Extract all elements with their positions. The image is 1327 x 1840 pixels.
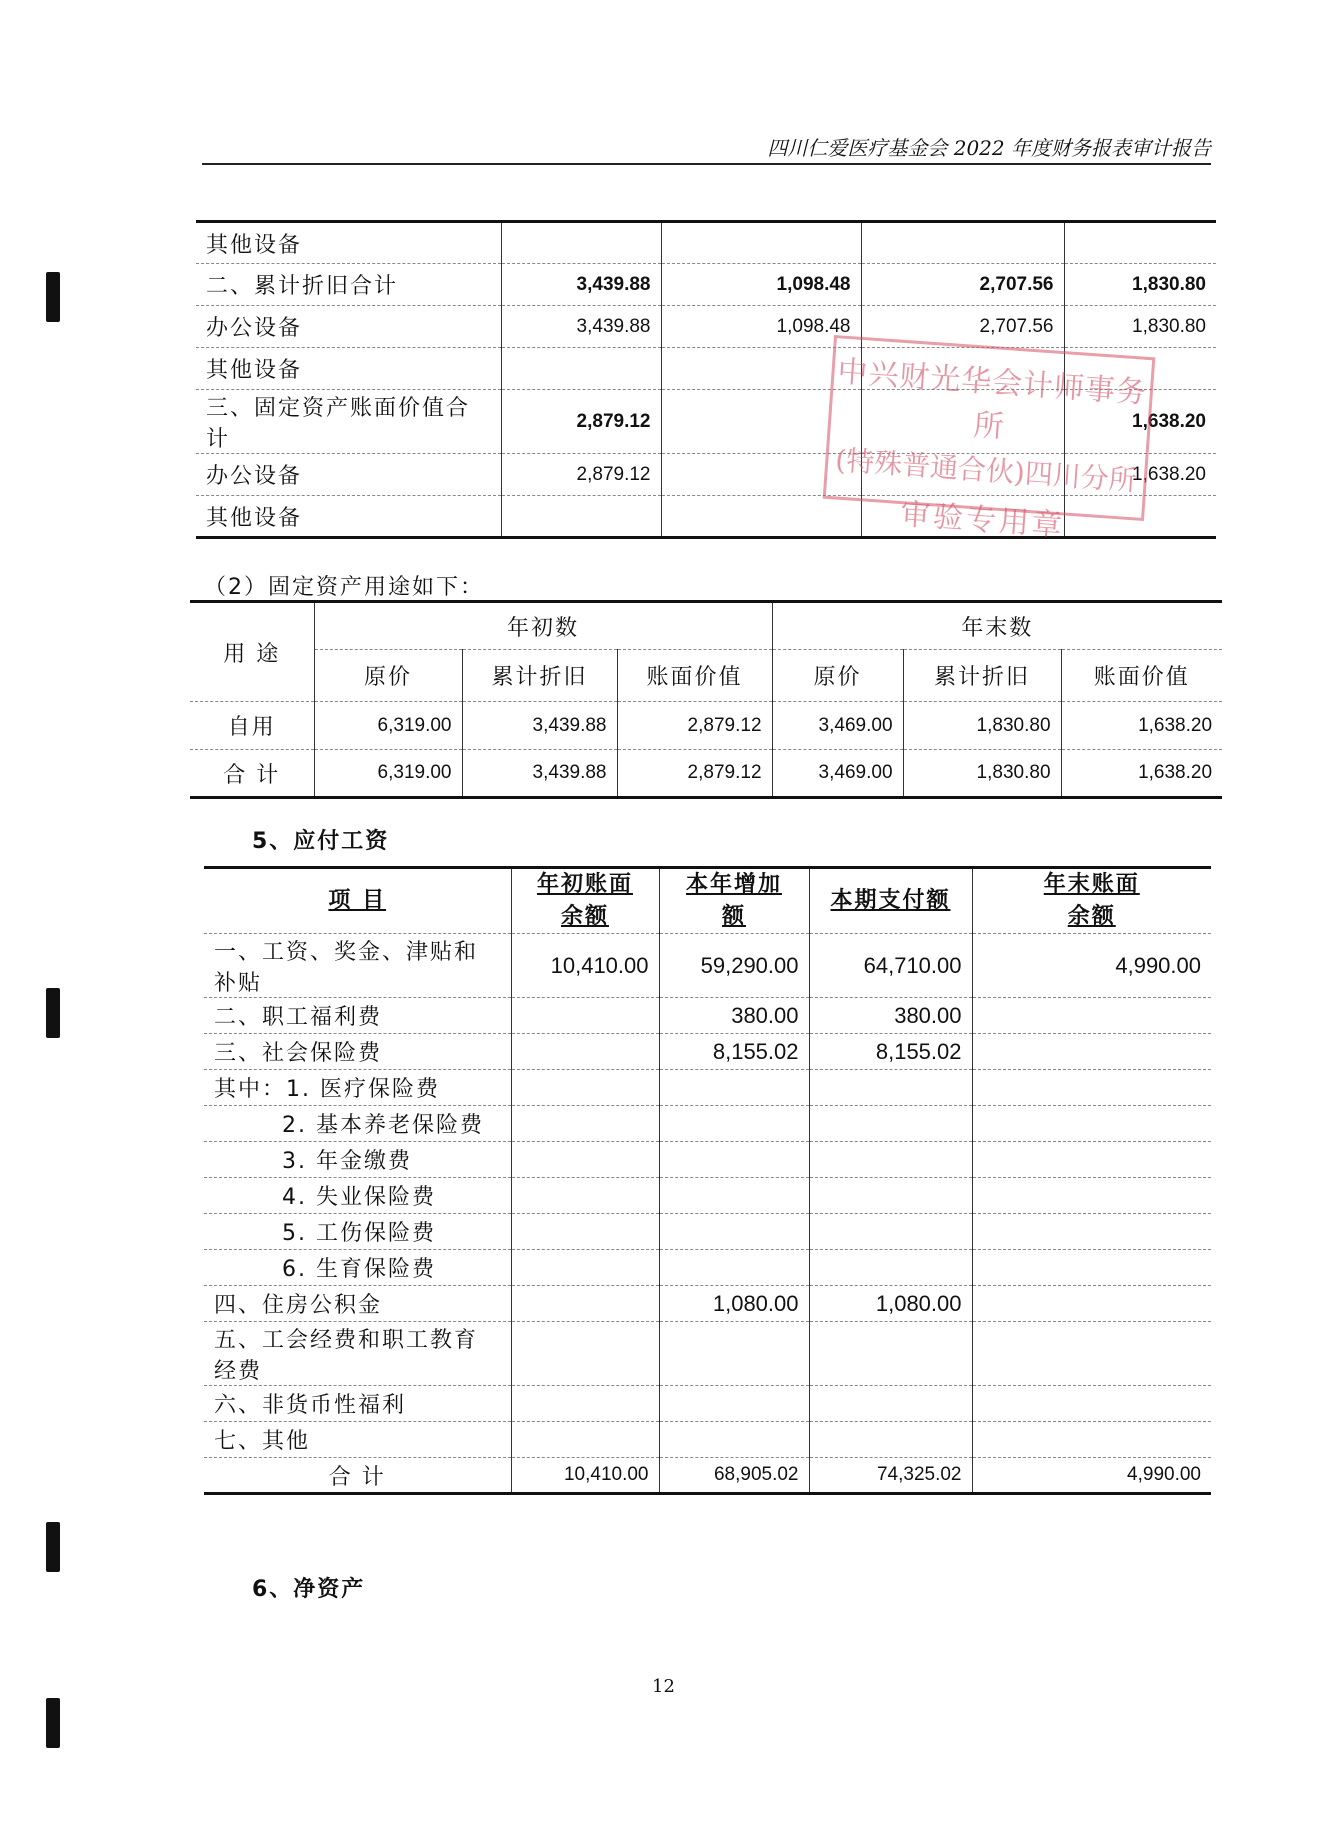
- cell: [972, 1178, 1211, 1214]
- table-row: [204, 1070, 1211, 1106]
- cell: [511, 1142, 659, 1178]
- cell: 1,638.20: [1061, 702, 1222, 750]
- cell: [659, 1214, 809, 1250]
- cell: [972, 1286, 1211, 1322]
- cell: [661, 222, 861, 264]
- column-header: 累计折旧: [903, 650, 1061, 702]
- cell: [1064, 222, 1216, 264]
- cell: [511, 1322, 659, 1386]
- cell: [972, 1422, 1211, 1458]
- cell: 380.00: [659, 998, 809, 1034]
- binding-mark: [46, 1522, 60, 1572]
- table-row: [204, 1386, 1211, 1422]
- table-row: [204, 1034, 1211, 1070]
- cell: [972, 1386, 1211, 1422]
- header-row: [190, 650, 1222, 702]
- cell: 8,155.02: [809, 1034, 972, 1070]
- cell: [809, 1178, 972, 1214]
- row-label: 6. 生育保险费: [204, 1250, 511, 1286]
- cell: 59,290.00: [659, 934, 809, 998]
- cell: 3,439.88: [501, 264, 661, 306]
- audit-stamp: [823, 335, 1156, 544]
- cell: [511, 1422, 659, 1458]
- cell: [809, 1322, 972, 1386]
- row-label: 办公设备: [196, 306, 501, 348]
- cell: [809, 1250, 972, 1286]
- asset-usage-table: [190, 600, 1222, 799]
- cell: [511, 1250, 659, 1286]
- cell: 2,879.12: [617, 750, 772, 798]
- cell: 2,879.12: [617, 702, 772, 750]
- cell: 6,319.00: [314, 702, 462, 750]
- cell: 68,905.02: [659, 1458, 809, 1494]
- column-header-closing: 年末账面 余额: [972, 868, 1211, 934]
- table-row: [204, 1214, 1211, 1250]
- row-label: 七、其他: [204, 1422, 511, 1458]
- cell: [511, 1214, 659, 1250]
- cell: 1,638.20: [1061, 750, 1222, 798]
- cell: 6,319.00: [314, 750, 462, 798]
- row-label: 办公设备: [196, 454, 501, 496]
- header-row: [204, 868, 1211, 934]
- cell: [511, 998, 659, 1034]
- table-row: [204, 1106, 1211, 1142]
- row-label: 合 计: [223, 762, 281, 788]
- cell: [511, 1034, 659, 1070]
- cell: 1,830.80: [903, 750, 1061, 798]
- cell: 2,879.12: [501, 390, 661, 454]
- cell: 2,879.12: [501, 454, 661, 496]
- row-label: 二、累计折旧合计: [196, 264, 501, 306]
- section-title: 6、净资产: [252, 1577, 366, 1602]
- row-label: 其他设备: [196, 348, 501, 390]
- cell: [501, 222, 661, 264]
- row-label: 其他设备: [206, 505, 303, 531]
- cell: 10,410.00: [511, 934, 659, 998]
- cell: [972, 1034, 1211, 1070]
- cell: [511, 1178, 659, 1214]
- column-header: 账面价值: [1061, 650, 1222, 702]
- cell: 3,439.88: [501, 306, 661, 348]
- cell: [972, 1214, 1211, 1250]
- row-label: 其中：1. 医疗保险费: [204, 1070, 511, 1106]
- cell: [659, 1322, 809, 1386]
- cell: 2,707.56: [861, 264, 1064, 306]
- cell: 8,155.02: [659, 1034, 809, 1070]
- row-label: 三、社会保险费: [204, 1034, 511, 1070]
- cell: 1,098.48: [661, 306, 861, 348]
- cell: 1,830.80: [903, 702, 1061, 750]
- group-header-end: 年末数: [772, 602, 1222, 650]
- stamp-line: 中兴财光华会计师事务所: [836, 354, 1149, 446]
- cell: 1,098.48: [661, 264, 861, 306]
- column-header: 原价: [314, 650, 462, 702]
- cell: [511, 1070, 659, 1106]
- row-label: 2. 基本养老保险费: [204, 1106, 511, 1142]
- binding-mark: [46, 272, 60, 322]
- table-row: [204, 1322, 1211, 1386]
- cell: [659, 1142, 809, 1178]
- table-row: [190, 702, 1222, 750]
- cell: 64,710.00: [809, 934, 972, 998]
- cell: 1,638.20: [1064, 454, 1216, 496]
- table-row: [204, 1422, 1211, 1458]
- cell: 2,707.56: [861, 306, 1064, 348]
- binding-mark: [46, 988, 60, 1038]
- cell: [809, 1422, 972, 1458]
- cell: [659, 1386, 809, 1422]
- cell: [501, 348, 661, 390]
- cell: 1,638.20: [1064, 390, 1216, 454]
- cell: 4,990.00: [972, 1458, 1211, 1494]
- cell: [809, 1070, 972, 1106]
- cell: [972, 1322, 1211, 1386]
- row-label: 其他设备: [196, 222, 501, 264]
- row-label: 3. 年金缴费: [204, 1142, 511, 1178]
- row-label: 合 计: [328, 1464, 386, 1490]
- table-row: [204, 998, 1211, 1034]
- stamp-line: 审验专用章: [899, 497, 1067, 544]
- column-header: 原价: [772, 650, 903, 702]
- cell: [972, 1070, 1211, 1106]
- cell: 4,990.00: [972, 934, 1211, 998]
- cell: [659, 1422, 809, 1458]
- cell: [972, 1142, 1211, 1178]
- column-header-paid: 本期支付额: [809, 868, 972, 934]
- cell: 1,830.80: [1064, 306, 1216, 348]
- cell: [972, 998, 1211, 1034]
- total-row: [204, 1458, 1211, 1494]
- section-title: 5、应付工资: [252, 829, 390, 854]
- cell: 1,830.80: [1064, 264, 1216, 306]
- usage-header: 用 途: [190, 602, 314, 702]
- table-row: [196, 264, 1216, 306]
- cell: [809, 1106, 972, 1142]
- cell: 1,080.00: [659, 1286, 809, 1322]
- group-header-start: 年初数: [314, 602, 772, 650]
- row-label: 四、住房公积金: [204, 1286, 511, 1322]
- column-header-increase: 本年增加 额: [659, 868, 809, 934]
- cell: [511, 1106, 659, 1142]
- table-row: [204, 1142, 1211, 1178]
- table-row: [204, 1286, 1211, 1322]
- cell: 1,080.00: [809, 1286, 972, 1322]
- cell: [659, 1250, 809, 1286]
- column-header: 账面价值: [617, 650, 772, 702]
- row-label: 五、工会经费和职工教育经费: [204, 1322, 511, 1386]
- row-label: 4. 失业保险费: [204, 1178, 511, 1214]
- table-row: [204, 1178, 1211, 1214]
- row-label: 三、固定资产账面价值合计: [196, 390, 501, 454]
- usage-caption: （2）固定资产用途如下：: [204, 575, 484, 600]
- cell: 3,469.00: [772, 702, 903, 750]
- cell: [861, 222, 1064, 264]
- page-number: 12: [652, 1676, 675, 1697]
- cell: 3,469.00: [772, 750, 903, 798]
- cell: [809, 1214, 972, 1250]
- table-row: [190, 750, 1222, 798]
- binding-mark: [46, 1698, 60, 1748]
- cell: [501, 496, 661, 538]
- table-row: [204, 934, 1211, 998]
- cell: [972, 1250, 1211, 1286]
- row-label: 六、非货币性福利: [204, 1386, 511, 1422]
- column-header-opening: 年初账面 余额: [511, 868, 659, 934]
- cell: [511, 1286, 659, 1322]
- cell: 10,410.00: [511, 1458, 659, 1494]
- cell: [659, 1106, 809, 1142]
- row-label: 5. 工伤保险费: [204, 1214, 511, 1250]
- cell: [809, 1386, 972, 1422]
- column-header-item: 项 目: [204, 868, 511, 934]
- header-rule: [202, 163, 1211, 165]
- cell: [809, 1142, 972, 1178]
- row-label: 一、工资、奖金、津贴和补贴: [204, 934, 511, 998]
- table-row: [196, 306, 1216, 348]
- table-row: [204, 1250, 1211, 1286]
- row-label: 二、职工福利费: [204, 998, 511, 1034]
- cell: [659, 1178, 809, 1214]
- report-header: 四川仁爱医疗基金会 2022 年度财务报表审计报告: [767, 136, 1211, 160]
- cell: [659, 1070, 809, 1106]
- cell: 3,439.88: [462, 702, 617, 750]
- header-row: [190, 602, 1222, 650]
- cell: 380.00: [809, 998, 972, 1034]
- cell: 3,439.88: [462, 750, 617, 798]
- column-header: 累计折旧: [462, 650, 617, 702]
- payroll-table: [204, 866, 1211, 1495]
- table-row: [196, 222, 1216, 264]
- row-label: 自用: [190, 702, 314, 750]
- cell: 74,325.02: [809, 1458, 972, 1494]
- cell: [972, 1106, 1211, 1142]
- cell: [511, 1386, 659, 1422]
- stamp-line: (特殊普通合伙)四川分所: [834, 443, 1138, 498]
